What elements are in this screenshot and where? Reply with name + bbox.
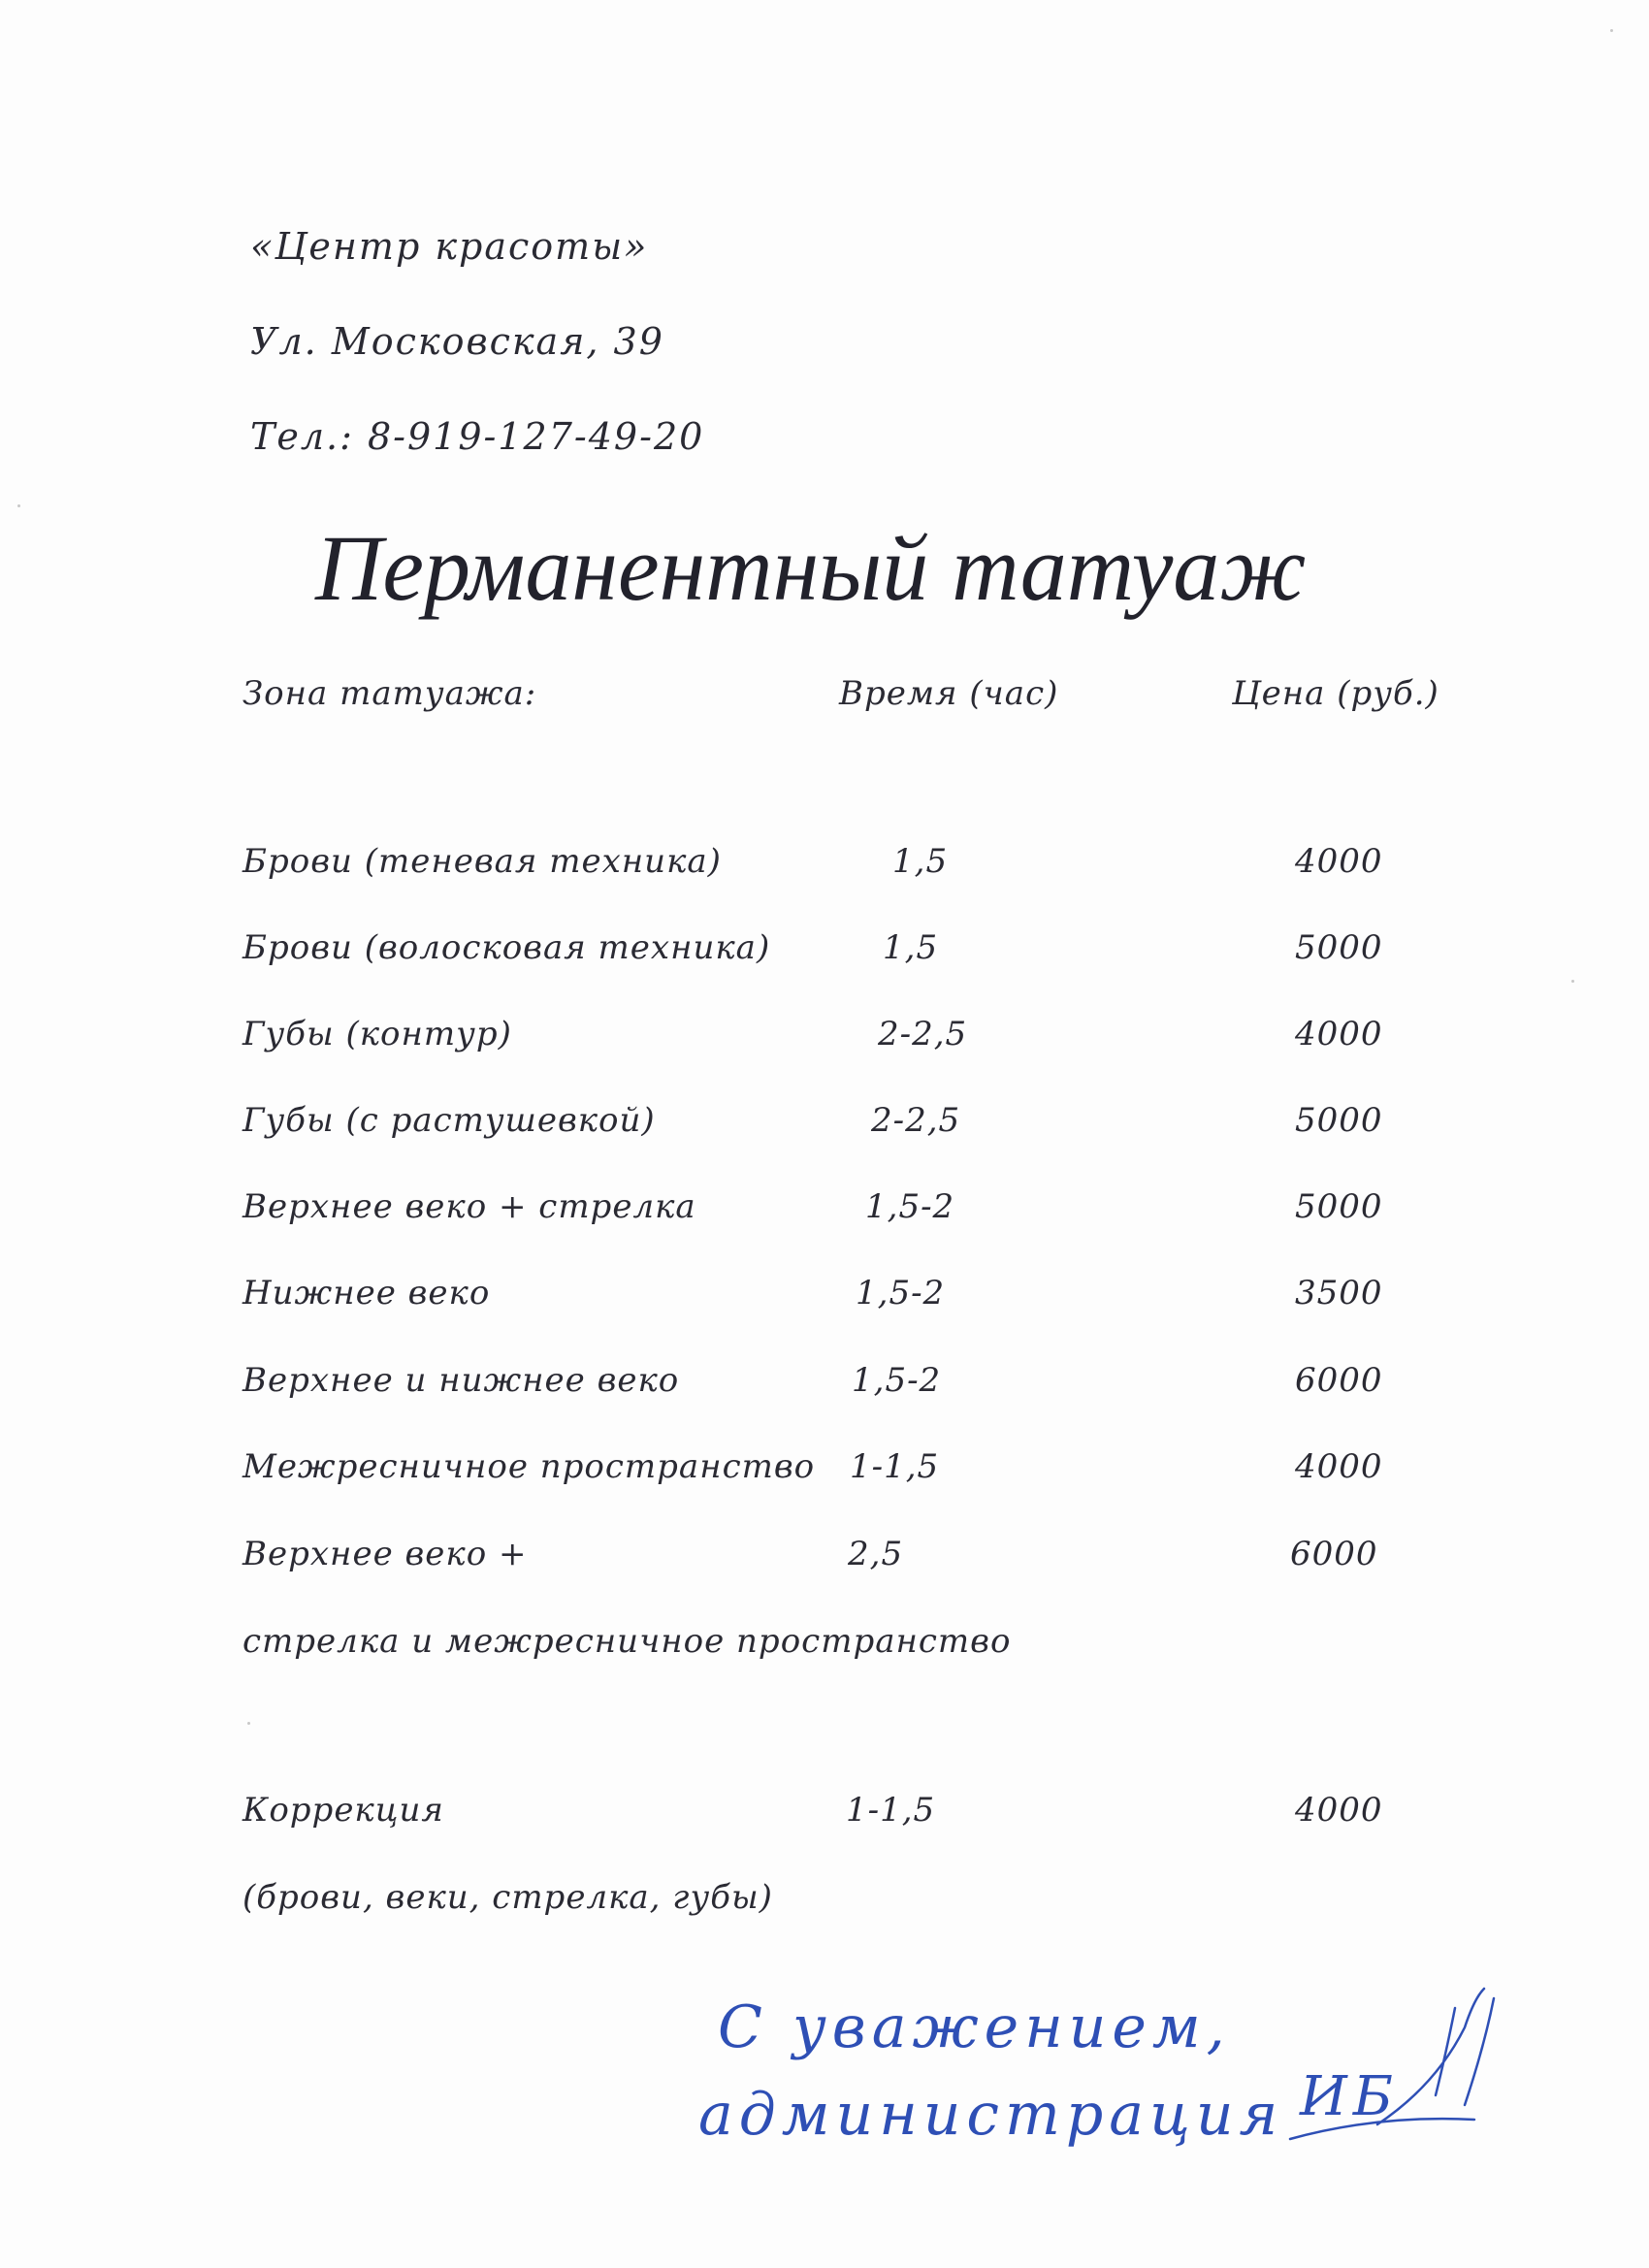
row-time: 1,5-2 bbox=[865, 1187, 955, 1226]
column-header-zone: Зона татуажа: bbox=[242, 674, 537, 713]
salon-address: Ул. Московская, 39 bbox=[250, 320, 664, 363]
row-time: 1,5 bbox=[892, 842, 949, 881]
correction-time: 1-1,5 bbox=[846, 1791, 936, 1830]
row-time: 2-2,5 bbox=[878, 1015, 968, 1053]
correction-price: 4000 bbox=[1295, 1791, 1383, 1830]
row-time: 2-2,5 bbox=[871, 1101, 961, 1140]
row-zone: Губы (контур) bbox=[242, 1015, 512, 1053]
signature-line-1: С уважением, bbox=[718, 1993, 1231, 2061]
column-header-time: Время (час) bbox=[839, 674, 1059, 713]
row-price: 6000 bbox=[1290, 1535, 1378, 1573]
salon-name: «Центр красоты» bbox=[250, 225, 649, 268]
row-zone: Нижнее веко bbox=[242, 1274, 491, 1312]
row-time: 1,5 bbox=[883, 928, 939, 967]
row-price: 5000 bbox=[1295, 928, 1383, 967]
row-time: 2,5 bbox=[848, 1535, 904, 1573]
row-zone: Губы (с растушевкой) bbox=[242, 1101, 656, 1140]
row-continuation: стрелка и межресничное пространство bbox=[242, 1622, 1012, 1661]
scan-speck bbox=[17, 504, 20, 507]
row-zone: Брови (теневая техника) bbox=[242, 842, 722, 881]
correction-zone: Коррекция bbox=[242, 1791, 444, 1830]
column-header-price: Цена (руб.) bbox=[1232, 674, 1439, 713]
row-time: 1,5-2 bbox=[852, 1361, 942, 1400]
row-time: 1,5-2 bbox=[856, 1274, 946, 1312]
scan-speck bbox=[1571, 980, 1574, 983]
row-price: 4000 bbox=[1295, 842, 1383, 881]
row-price: 4000 bbox=[1295, 1447, 1383, 1486]
row-price: 5000 bbox=[1295, 1101, 1383, 1140]
row-price: 6000 bbox=[1295, 1361, 1383, 1400]
page-title: Перманентный татуаж bbox=[315, 516, 1307, 620]
scan-speck bbox=[247, 1722, 250, 1725]
row-price: 4000 bbox=[1295, 1015, 1383, 1053]
salon-phone: Тел.: 8-919-127-49-20 bbox=[250, 415, 705, 458]
row-zone: Верхнее и нижнее веко bbox=[242, 1361, 680, 1400]
signature bbox=[698, 1969, 1513, 2173]
row-price: 5000 bbox=[1295, 1187, 1383, 1226]
row-zone: Верхнее веко + стрелка bbox=[242, 1187, 696, 1226]
row-zone: Верхнее веко + bbox=[242, 1535, 528, 1573]
scan-speck bbox=[1610, 29, 1613, 32]
row-zone: Брови (волосковая техника) bbox=[242, 928, 771, 967]
row-price: 3500 bbox=[1295, 1274, 1383, 1312]
signature-line-2: администрация bbox=[698, 2081, 1284, 2149]
row-zone: Межресничное пространство bbox=[242, 1447, 816, 1486]
row-time: 1-1,5 bbox=[850, 1447, 940, 1486]
signature-initials: ИБ bbox=[1300, 2065, 1399, 2128]
correction-note: (брови, веки, стрелка, губы) bbox=[242, 1878, 773, 1917]
